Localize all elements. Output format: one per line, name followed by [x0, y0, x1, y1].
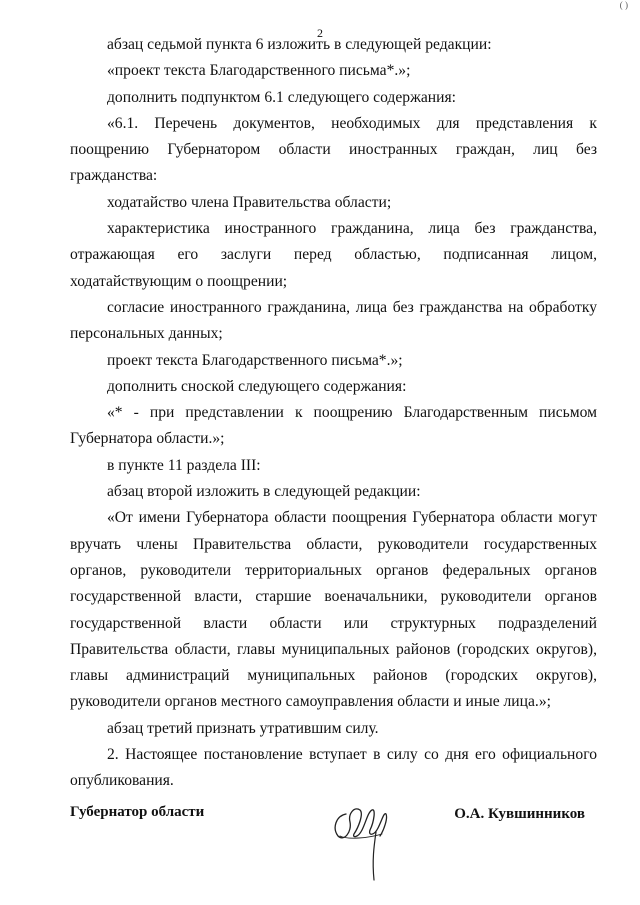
- handwritten-signature-icon: [328, 792, 398, 884]
- paragraph: дополнить подпунктом 6.1 следующего содержания:: [107, 88, 456, 106]
- signatory-title: Губернатор области: [70, 804, 205, 820]
- paragraph: «6.1. Перечень документов, необходимых для представления к поощрению Губернатором области иностранных граждан, лиц без гражданства:: [70, 114, 597, 185]
- paragraph: «От имени Губернатора области поощрения Губернатора области могут вручать члены Правительства области, руководители государственных органов, руководители территориальных органов федеральных органов государственной власти, старшие военачальники, руководители органов государственной власти области или структурных подразделений Правительства области, главы муниципальных районов (городских округов), главы администраций муниципальных районов (городских округов), руководители органов местного самоуправления области и иные лица.»;: [70, 509, 597, 711]
- paragraph: 2. Настоящее постановление вступает в силу со дня его официального опубликования.: [70, 746, 597, 790]
- document-body: [70, 32, 597, 795]
- paragraph: ходатайство члена Правительства области;: [107, 193, 392, 211]
- paragraph: абзац седьмой пункта 6 изложить в следующей редакции:: [107, 36, 492, 53]
- paragraph: характеристика иностранного гражданина, лица без гражданства, отражающая его заслуги перед областью, подписанная лицом, ходатайствующим о поощрении;: [70, 220, 597, 290]
- paragraph: согласие иностранного гражданина, лица без гражданства на обработку персональных данных;: [70, 298, 597, 343]
- corner-mark: ( ): [619, 0, 628, 10]
- paragraph: дополнить сноской следующего содержания:: [107, 377, 407, 395]
- paragraph: проект текста Благодарственного письма*.»;: [107, 351, 403, 369]
- paragraph: абзац третий признать утратившим силу.: [107, 719, 379, 737]
- paragraph: абзац второй изложить в следующей редакции:: [107, 483, 421, 501]
- signatory-name: О.А. Кувшинников: [454, 806, 585, 822]
- page-number: 2: [317, 26, 323, 40]
- signature-block: [70, 804, 597, 894]
- paragraph: в пункте 11 раздела III:: [107, 456, 261, 474]
- paragraph: «проект текста Благодарственного письма*.»;: [107, 62, 411, 80]
- paragraph: «* - при представлении к поощрению Благодарственным письмом Губернатора области.»;: [70, 404, 597, 448]
